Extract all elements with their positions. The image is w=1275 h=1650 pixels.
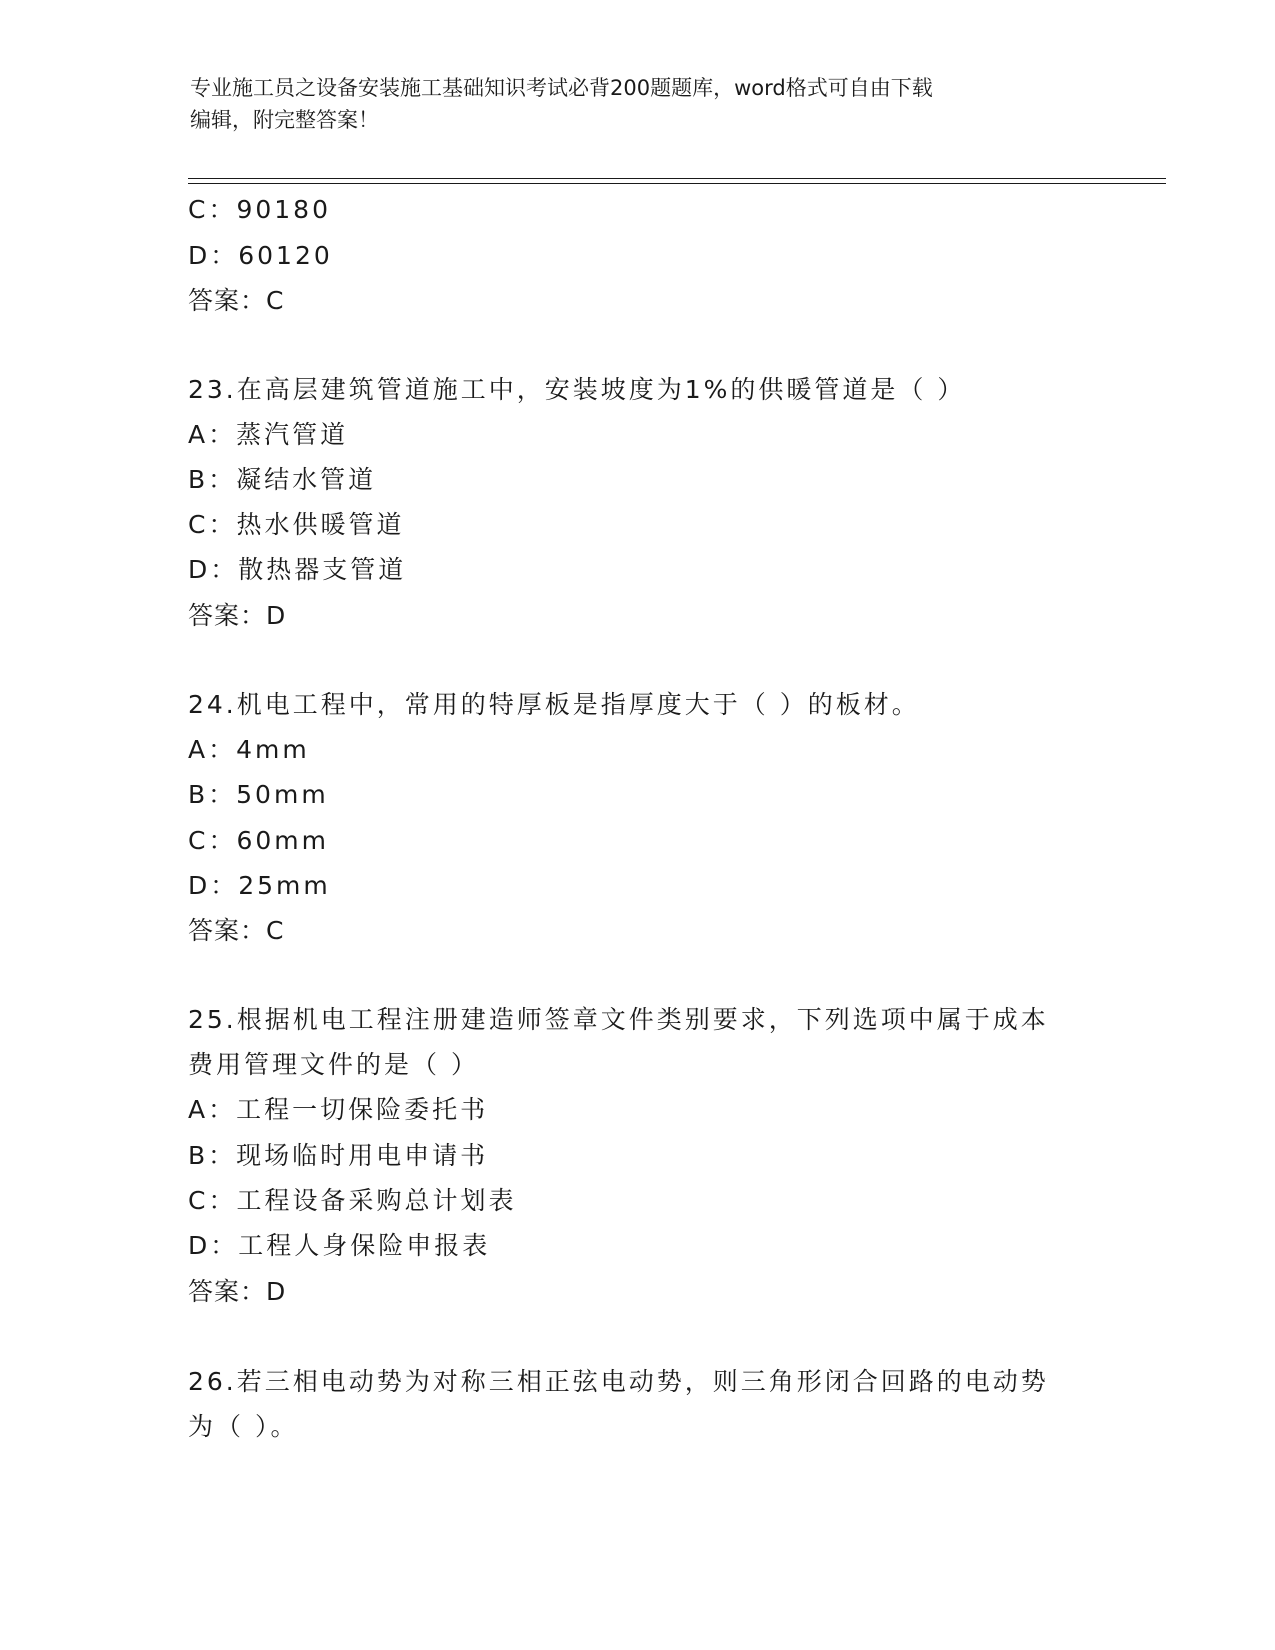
q24-option-c: C：60mm [188, 826, 329, 855]
q24-option-d: D：25mm [188, 871, 331, 900]
q23-option-a: A：蒸汽管道 [188, 420, 349, 449]
q23-answer: 答案：D [188, 601, 287, 630]
q25-option-d: D：工程人身保险申报表 [188, 1231, 491, 1260]
q24-answer: 答案：C [188, 916, 285, 945]
document-header [190, 72, 1090, 136]
header-line-1: 专业施工员之设备安装施工基础知识考试必背200题题库，word格式可自由下载 [190, 76, 933, 100]
header-rule-bottom [188, 183, 1166, 184]
q23-option-b: B：凝结水管道 [188, 465, 377, 494]
q25-stem-line-2: 费用管理文件的是（ ） [188, 1050, 479, 1079]
header-line-2: 编辑，附完整答案！ [190, 108, 379, 132]
q24-stem: 24.机电工程中，常用的特厚板是指厚度大于（ ）的板材。 [188, 690, 920, 719]
q22-option-c: C：90180 [188, 195, 331, 224]
q25-option-c: C：工程设备采购总计划表 [188, 1186, 517, 1215]
q24-option-b: B：50mm [188, 780, 329, 809]
header-rule-top [188, 178, 1166, 179]
q22-option-d: D：60120 [188, 241, 333, 270]
q23-option-d: D：散热器支管道 [188, 555, 407, 584]
q23-stem: 23.在高层建筑管道施工中，安装坡度为1%的供暖管道是（ ） [188, 375, 966, 404]
q25-stem-line-1: 25.根据机电工程注册建造师签章文件类别要求，下列选项中属于成本 [188, 1005, 1049, 1034]
q25-answer: 答案：D [188, 1277, 287, 1306]
q25-option-a: A：工程一切保险委托书 [188, 1095, 489, 1124]
q26-stem-line-2: 为（ ）。 [188, 1412, 299, 1441]
q23-option-c: C：热水供暖管道 [188, 510, 405, 539]
q26-stem-line-1: 26.若三相电动势为对称三相正弦电动势，则三角形闭合回路的电动势 [188, 1367, 1049, 1396]
q25-option-b: B：现场临时用电申请书 [188, 1141, 489, 1170]
q22-answer: 答案：C [188, 286, 285, 315]
q24-option-a: A：4mm [188, 735, 310, 764]
